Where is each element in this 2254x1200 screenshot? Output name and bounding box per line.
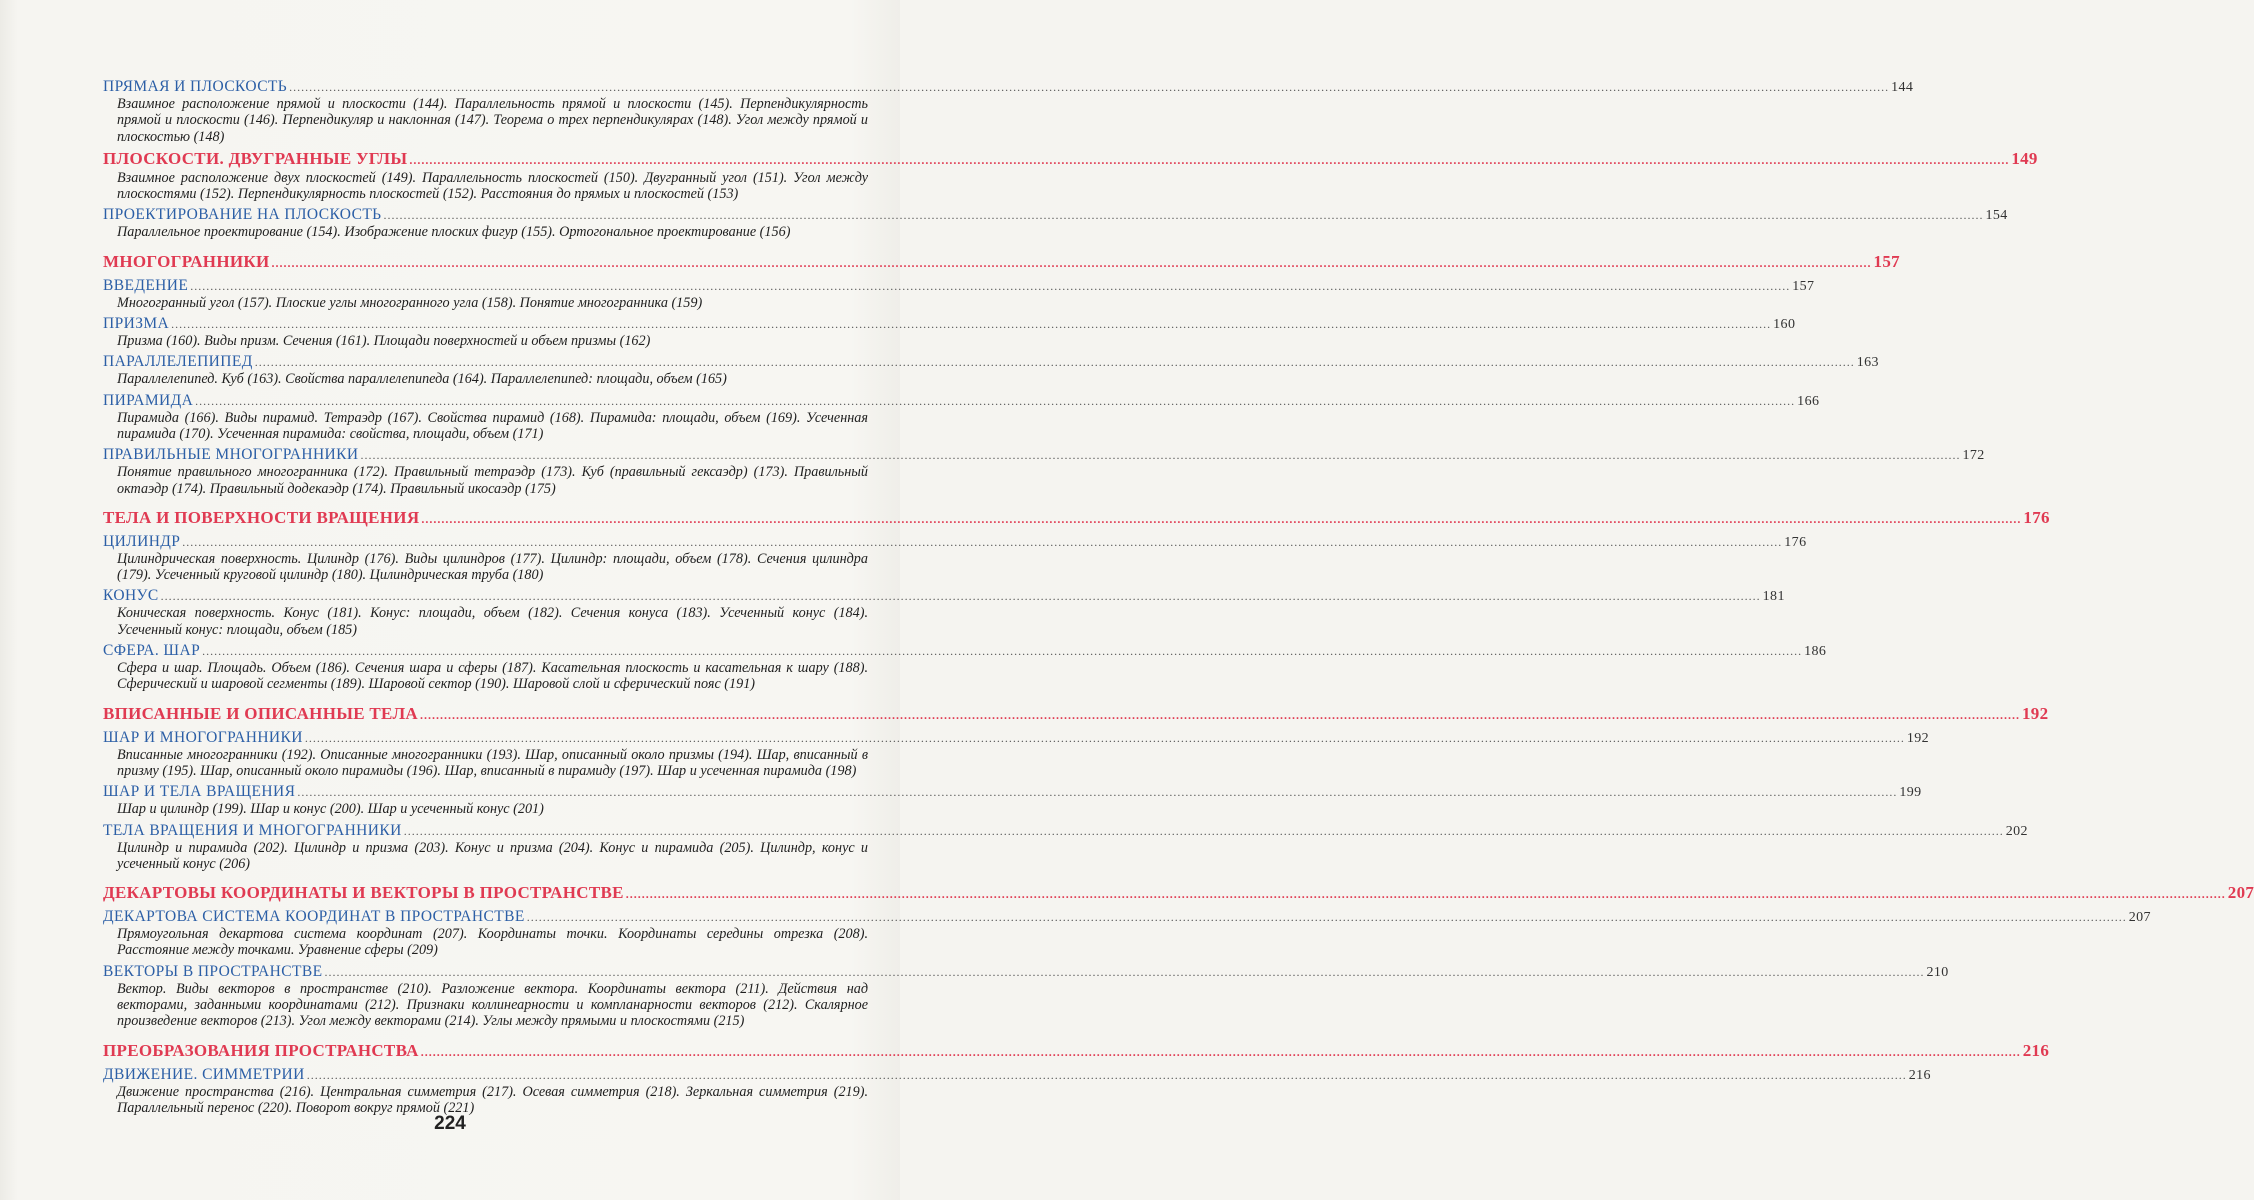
dot-leader: ................................................................................................................................................................................................................................................................................................................................................................................................................ — [195, 393, 1796, 408]
toc-title: ПРЕОБРАЗОВАНИЯ ПРОСТРАНСТВА — [103, 1040, 419, 1060]
toc-entry — [103, 251, 1900, 273]
toc-title: ТЕЛА ВРАЩЕНИЯ И МНОГОГРАННИКИ — [103, 821, 402, 839]
table-of-contents — [103, 78, 2254, 1116]
toc-entry — [103, 532, 1807, 584]
toc-entry — [103, 587, 1785, 638]
toc-description: Вектор. Виды векторов в пространстве (210). Разложение вектора. Координаты вектора (211). Действия над векторами, заданными координатами (212). Признаки коллинеарности и компланарности векторов (212). Скалярное произведение векторов (213). Угол между векторами (214). Углы между прямыми и плоскостями (215) — [117, 980, 868, 1030]
toc-section-heading[interactable] — [103, 148, 2038, 170]
toc-entry — [103, 78, 1914, 145]
toc-page-number: 186 — [1804, 644, 1827, 660]
toc-page-number: 172 — [1962, 448, 1985, 464]
toc-description: Многогранный угол (157). Плоские углы многогранного угла (158). Понятие многогранника (159) — [117, 294, 703, 311]
toc-title: ПРОЕКТИРОВАНИЕ НА ПЛОСКОСТЬ — [103, 206, 382, 224]
dot-leader: ................................................................................................................................................................................................................................................................................................................................................................................................................ — [324, 964, 1925, 979]
dot-leader: ................................................................................................................................................................................................................................................................................................................................................................................................................ — [306, 1067, 1907, 1082]
toc-entry — [103, 353, 1879, 388]
dot-leader: ................................................................................................................................................................................................................................................................................................................................................................................................................ — [383, 208, 1984, 223]
toc-entry — [103, 206, 2008, 241]
toc-subsection-heading[interactable] — [103, 728, 1930, 747]
toc-description: Параллельное проектирование (154). Изображение плоских фигур (155). Ортогональное проектирование (156) — [117, 224, 791, 241]
toc-title: МНОГОГРАННИКИ — [103, 251, 270, 271]
toc-page-number: 192 — [1906, 730, 1930, 746]
toc-subsection-heading[interactable] — [103, 78, 1914, 96]
toc-section-heading[interactable] — [103, 251, 1900, 273]
toc-entry — [103, 1040, 2050, 1062]
toc-page-number: 216 — [1908, 1067, 1931, 1083]
toc-entry — [103, 821, 2028, 873]
toc-title: ПАРАЛЛЕЛЕПИПЕД — [103, 353, 253, 371]
toc-page-number: 154 — [1985, 208, 2008, 224]
toc-title: ВВЕДЕНИЕ — [103, 276, 189, 294]
toc-entry — [103, 908, 2151, 959]
toc-title: ВПИСАННЫЕ И ОПИСАННЫЕ ТЕЛА — [103, 703, 418, 723]
toc-page-number: 202 — [2005, 823, 2028, 839]
toc-title: ДВИЖЕНИЕ. СИММЕТРИИ — [103, 1065, 305, 1083]
dot-leader: ................................................................................................................................................................................................................................................................................................................................................................................................................ — [271, 255, 1872, 270]
toc-title: ВЕКТОРЫ В ПРОСТРАНСТВЕ — [103, 962, 323, 980]
toc-page-number: 157 — [1792, 278, 1815, 294]
toc-title: СФЕРА. ШАР — [103, 642, 201, 660]
dot-leader: ................................................................................................................................................................................................................................................................................................................................................................................................................ — [421, 511, 2022, 526]
toc-subsection-heading[interactable] — [103, 587, 1785, 605]
toc-subsection-heading[interactable] — [103, 783, 1922, 801]
toc-section-heading[interactable] — [103, 703, 2049, 725]
toc-page-number: 176 — [1784, 534, 1807, 550]
toc-subsection-heading[interactable] — [103, 446, 1985, 464]
toc-page-number: 210 — [1926, 964, 1949, 980]
toc-entry — [103, 276, 1815, 311]
toc-title: ШАР И МНОГОГРАННИКИ — [103, 728, 303, 746]
toc-subsection-heading[interactable] — [103, 353, 1879, 371]
toc-description: Шар и цилиндр (199). Шар и конус (200). Шар и усеченный конус (201) — [117, 801, 544, 818]
toc-title: ПРЯМАЯ И ПЛОСКОСТЬ — [103, 78, 288, 95]
toc-section-heading[interactable] — [103, 1040, 2050, 1062]
dot-leader: ................................................................................................................................................................................................................................................................................................................................................................................................................ — [403, 823, 2004, 838]
toc-section-heading[interactable] — [103, 507, 2050, 529]
toc-subsection-heading[interactable] — [103, 206, 2008, 224]
toc-subsection-heading[interactable] — [103, 821, 2028, 840]
toc-subsection-heading[interactable] — [103, 908, 2151, 926]
toc-subsection-heading[interactable] — [103, 391, 1820, 410]
toc-description: Параллелепипед. Куб (163). Свойства параллелепипеда (164). Параллелепипед: площади, объем (165) — [117, 371, 727, 388]
toc-page-number: 157 — [1873, 251, 1900, 271]
toc-description: Сфера и шар. Площадь. Объем (186). Сечения шара и сферы (187). Касательная плоскость и касательная к шару (188). Сферический и шаровой сегменты (189). Шаровой сектор (190). Шаровой слой и сферический пояс (191) — [117, 660, 868, 693]
toc-description: Прямоугольная декартова система координат (207). Координаты точки. Координаты середины отрезка (208). Расстояние между точками. Уравнение сферы (209) — [117, 926, 868, 959]
dot-leader: ................................................................................................................................................................................................................................................................................................................................................................................................................ — [420, 1044, 2021, 1059]
dot-leader: ................................................................................................................................................................................................................................................................................................................................................................................................................ — [420, 707, 2020, 722]
dot-leader: ................................................................................................................................................................................................................................................................................................................................................................................................................ — [160, 589, 1761, 604]
toc-title: ДЕКАРТОВЫ КООРДИНАТЫ И ВЕКТОРЫ В ПРОСТРАНСТВЕ — [103, 883, 624, 903]
toc-entry — [103, 962, 1949, 1030]
toc-subsection-heading[interactable] — [103, 1065, 1931, 1084]
toc-page-number: 181 — [1762, 589, 1785, 605]
toc-description: Коническая поверхность. Конус (181). Конус: площади, объем (182). Сечения конуса (183). Усеченный конус (184). Усеченный конус: площади, объем (185) — [117, 605, 868, 638]
toc-page-number: 207 — [2227, 883, 2254, 903]
dot-leader: ................................................................................................................................................................................................................................................................................................................................................................................................................ — [254, 355, 1855, 370]
toc-page-number: 216 — [2022, 1040, 2050, 1060]
toc-subsection-heading[interactable] — [103, 642, 1827, 660]
dot-leader: ................................................................................................................................................................................................................................................................................................................................................................................................................ — [625, 887, 2226, 902]
toc-description: Вписанные многогранники (192). Описанные многогранники (193). Шар, описанный около призмы (194). Шар, вписанный в призму (195). Шар, описанный около пирамиды (196). Шар, вписанный в пирамиду (197). Шар и усеченная пирамида (198) — [117, 746, 868, 779]
toc-title: ПРИЗМА — [103, 315, 170, 333]
toc-entry — [103, 642, 1827, 693]
toc-description: Призма (160). Виды призм. Сечения (161). Площади поверхностей и объем призмы (162) — [117, 333, 651, 350]
toc-title: ТЕЛА И ПОВЕРХНОСТИ ВРАЩЕНИЯ — [103, 507, 420, 527]
toc-entry — [103, 1065, 1931, 1117]
toc-page-number: 163 — [1856, 355, 1879, 371]
toc-entry — [103, 446, 1985, 497]
toc-page-number: 160 — [1773, 317, 1796, 333]
toc-title: ПРАВИЛЬНЫЕ МНОГОГРАННИКИ — [103, 446, 359, 464]
toc-subsection-heading[interactable] — [103, 962, 1949, 981]
toc-title: ДЕКАРТОВА СИСТЕМА КООРДИНАТ В ПРОСТРАНСТВЕ — [103, 908, 525, 926]
toc-entry — [103, 391, 1820, 443]
toc-page-number: 176 — [2023, 507, 2050, 527]
toc-title: ШАР И ТЕЛА ВРАЩЕНИЯ — [103, 783, 296, 801]
toc-section-heading[interactable] — [103, 883, 2254, 904]
dot-leader: ................................................................................................................................................................................................................................................................................................................................................................................................................ — [409, 152, 2010, 167]
toc-subsection-heading[interactable] — [103, 532, 1807, 551]
toc-entry — [103, 148, 2038, 203]
dot-leader: ................................................................................................................................................................................................................................................................................................................................................................................................................ — [360, 448, 1961, 463]
toc-description: Понятие правильного многогранника (172). Правильный тетраэдр (173). Куб (правильный гексаэдр) (173). Правильный октаэдр (174). Правильный додекаэдр (174). Правильный икосаэдр (175) — [117, 464, 868, 497]
toc-entry — [103, 883, 2254, 904]
dot-leader: ................................................................................................................................................................................................................................................................................................................................................................................................................ — [171, 317, 1772, 332]
dot-leader: ................................................................................................................................................................................................................................................................................................................................................................................................................ — [190, 278, 1791, 293]
toc-entry — [103, 783, 1922, 818]
toc-title: ПИРАМИДА — [103, 391, 194, 409]
toc-title: ПЛОСКОСТИ. ДВУГРАННЫЕ УГЛЫ — [103, 148, 408, 168]
toc-entry — [103, 507, 2050, 529]
dot-leader: ................................................................................................................................................................................................................................................................................................................................................................................................................ — [202, 644, 1803, 659]
toc-page-number: 149 — [2011, 148, 2038, 168]
toc-page-number: 166 — [1797, 393, 1820, 409]
toc-page-number: 192 — [2022, 703, 2049, 723]
toc-entry — [103, 728, 1930, 780]
dot-leader: ................................................................................................................................................................................................................................................................................................................................................................................................................ — [289, 80, 1890, 94]
toc-title: ЦИЛИНДР — [103, 532, 181, 550]
toc-description: Пирамида (166). Виды пирамид. Тетраэдр (167). Свойства пирамид (168). Пирамида: площади, объем (169). Усеченная пирамида (170). Усеченная пирамида: свойства, площади, объем (171) — [117, 409, 868, 442]
toc-subsection-heading[interactable] — [103, 315, 1796, 333]
toc-entry — [103, 315, 1796, 350]
toc-page-number: 199 — [1899, 785, 1922, 801]
dot-leader: ................................................................................................................................................................................................................................................................................................................................................................................................................ — [526, 910, 2127, 925]
page-number: 224 — [434, 1113, 466, 1134]
dot-leader: ................................................................................................................................................................................................................................................................................................................................................................................................................ — [182, 534, 1783, 549]
toc-description: Движение пространства (216). Центральная симметрия (217). Осевая симметрия (218). Зеркальная симметрия (219). Параллельный перенос (220). Поворот вокруг прямой (221) — [117, 1083, 868, 1116]
toc-entry — [103, 703, 2049, 725]
toc-description: Взаимное расположение двух плоскостей (149). Параллельность плоскостей (150). Двугранный угол (151). Угол между плоскостями (152). Перпендикулярность плоскостей (152). Расстояния до прямых и плоскостей (153) — [117, 169, 868, 203]
dot-leader: ................................................................................................................................................................................................................................................................................................................................................................................................................ — [304, 730, 1905, 745]
toc-description: Взаимное расположение прямой и плоскости (144). Параллельность прямой и плоскости (145). Перпендикулярность прямой и плоскости (146). Перпендикуляр и наклонная (147). Теорема о трех перпендикулярах (148). Угол между прямой и плоскостью (148) — [117, 96, 868, 145]
toc-description: Цилиндр и пирамида (202). Цилиндр и призма (203). Конус и призма (204). Конус и пирамида (205). Цилиндр, конус и усеченный конус (206) — [117, 839, 868, 872]
toc-title: КОНУС — [103, 587, 159, 605]
toc-description: Цилиндрическая поверхность. Цилиндр (176). Виды цилиндров (177). Цилиндр: площади, объем (178). Сечения цилиндра (179). Усеченный круговой цилиндр (180). Цилиндрическая труба (180) — [117, 550, 868, 584]
toc-page-number: 207 — [2128, 910, 2151, 926]
toc-subsection-heading[interactable] — [103, 276, 1815, 295]
toc-page-number: 144 — [1891, 80, 1914, 95]
dot-leader: ................................................................................................................................................................................................................................................................................................................................................................................................................ — [297, 785, 1898, 800]
